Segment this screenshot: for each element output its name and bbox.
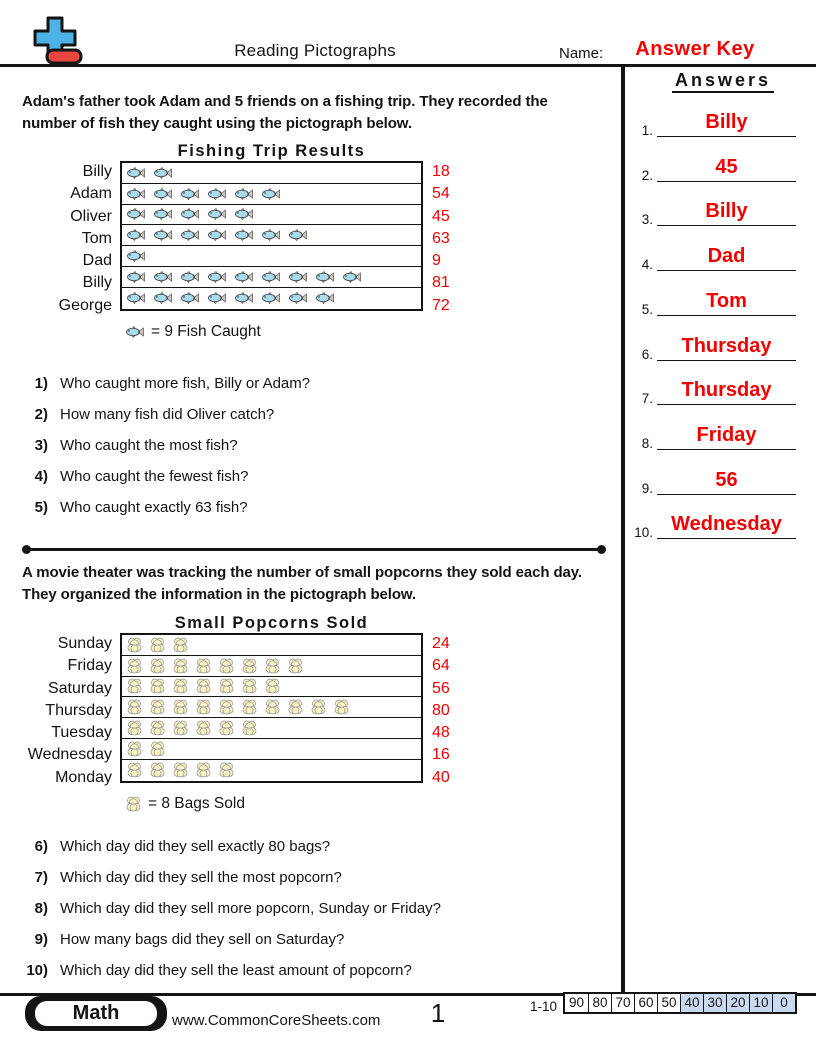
chart-title: Fishing Trip Results [177, 142, 366, 160]
popcorn-icon [127, 720, 142, 736]
question-number: 3) [34, 437, 48, 454]
chart-table [120, 161, 423, 311]
row-value: 80 [432, 701, 450, 719]
answer-item [628, 466, 812, 496]
fish-icon [127, 188, 145, 200]
popcorn-icon [150, 637, 165, 653]
question [22, 900, 441, 917]
fish-icon [181, 188, 199, 200]
row-label: Billy [82, 163, 112, 180]
row-value: 40 [432, 768, 450, 786]
row-value: 18 [432, 163, 450, 180]
fishing-pictograph [22, 142, 607, 347]
page-number: 1 [430, 998, 446, 1028]
answer-value: Wednesday [671, 513, 782, 536]
popcorn-pictograph [22, 614, 607, 819]
score-cell: 80 [588, 994, 611, 1012]
popcorn-icon [265, 658, 280, 674]
popcorn-icon [242, 678, 257, 694]
popcorn-icon [242, 658, 257, 674]
fish-icon [316, 292, 334, 304]
chart-legend [126, 323, 261, 341]
popcorn-icon [150, 678, 165, 694]
row-value: 48 [432, 724, 450, 742]
answer-number: 8. [641, 435, 653, 451]
fish-icon [127, 250, 145, 262]
question [22, 437, 238, 454]
question-number: 8) [34, 900, 48, 917]
row-label: Monday [55, 768, 112, 786]
question-number: 2) [34, 406, 48, 423]
fish-icon [208, 208, 226, 220]
popcorn-icon [219, 678, 234, 694]
fish-icon [262, 271, 280, 283]
fish-icon [262, 229, 280, 241]
row-label: Wednesday [27, 746, 112, 764]
answer-value: Thursday [681, 334, 772, 357]
fish-icon [235, 208, 253, 220]
chart-title: Small Popcorns Sold [174, 614, 369, 632]
row-label: Oliver [70, 207, 112, 225]
section-divider [25, 548, 603, 551]
answer-item [628, 197, 812, 227]
row-label: Adam [70, 185, 112, 203]
question-text: How many bags did they sell on Saturday? [60, 931, 345, 948]
question-number: 1) [34, 375, 48, 392]
pictograph-row [122, 739, 421, 760]
fish-icon [154, 188, 172, 200]
answer-number: 5. [641, 301, 653, 317]
question [22, 962, 412, 979]
legend-text: = 9 Fish Caught [151, 323, 261, 340]
popcorn-icon [150, 720, 165, 736]
popcorn-icon [127, 678, 142, 694]
answer-item [628, 287, 812, 317]
fish-icon [208, 271, 226, 283]
row-value: 54 [432, 185, 450, 203]
fish-icon [208, 229, 226, 241]
popcorn-icon [173, 678, 188, 694]
fish-icon [235, 292, 253, 304]
question [22, 406, 274, 423]
score-cell: 20 [726, 994, 749, 1012]
question-text: Which day did they sell the least amount of popcorn? [60, 962, 412, 979]
answer-value: Billy [705, 111, 748, 133]
fish-icon [127, 292, 145, 304]
pictograph-row [122, 718, 421, 739]
answer-item [628, 332, 812, 362]
question-text: Who caught the most fish? [60, 437, 238, 454]
fish-icon [181, 229, 199, 241]
score-table [563, 992, 797, 1014]
answer-number: 3. [641, 212, 653, 228]
header-rule [0, 64, 816, 67]
score-cell: 90 [568, 995, 585, 1010]
row-value: 45 [432, 207, 450, 225]
answer-value: Billy [705, 200, 748, 223]
row-label: Dad [82, 252, 112, 270]
fish-icon [181, 271, 199, 283]
pictograph-row [122, 760, 421, 781]
answer-value: 45 [715, 155, 738, 178]
answer-line [657, 404, 796, 405]
fish-icon [181, 292, 199, 304]
row-label: Friday [67, 657, 112, 675]
question-text: Which day did they sell more popcorn, Sunday or Friday? [60, 900, 442, 917]
chart-row-labels [22, 633, 112, 789]
fish-icon [343, 271, 361, 283]
answer-number: 6. [641, 346, 653, 362]
popcorn-icon [196, 678, 211, 694]
question [22, 838, 330, 855]
answer-line [657, 360, 796, 361]
chart-table [120, 633, 423, 783]
answer-value: Thursday [681, 379, 772, 402]
score-cell: 70 [611, 994, 634, 1012]
answer-value: Tom [706, 289, 747, 312]
popcorn-icon [127, 637, 142, 653]
popcorn-icon [150, 699, 165, 715]
fish-icon [289, 229, 307, 241]
popcorn-icon [127, 658, 142, 674]
answer-line [657, 136, 796, 137]
answer-item [628, 510, 812, 540]
name-label: Name: [559, 45, 604, 62]
fish-icon [154, 167, 172, 179]
pictograph-row [122, 288, 421, 309]
score-cell: 30 [703, 994, 726, 1012]
popcorn-icon [265, 678, 280, 694]
question [22, 931, 344, 948]
row-value: 63 [432, 229, 450, 247]
row-label: Sunday [57, 635, 112, 652]
answer-value: 56 [715, 468, 738, 491]
answer-number: 9. [641, 480, 653, 496]
fish-icon [127, 229, 145, 241]
row-value: 9 [432, 252, 441, 270]
pictograph-row [122, 267, 421, 288]
answer-line [657, 538, 796, 539]
answer-value: Friday [696, 423, 757, 446]
section2-intro: A movie theater was tracking the number of small popcorns they sold each day. They organized the information in the pictograph below. [22, 564, 582, 603]
popcorn-icon [127, 762, 142, 778]
fish-icon [235, 229, 253, 241]
answer-number: 7. [641, 391, 653, 407]
answers-divider-rule [621, 66, 625, 993]
score-range-label: 1-10 [529, 999, 557, 1014]
question [22, 468, 248, 485]
fish-icon [208, 188, 226, 200]
answer-number: 10. [634, 525, 653, 541]
chart-row-values [432, 161, 492, 317]
fish-icon [208, 292, 226, 304]
question-number: 5) [34, 499, 48, 516]
answer-item [628, 153, 812, 183]
question-number: 7) [34, 869, 48, 886]
fish-icon [154, 292, 172, 304]
fish-icon [127, 167, 145, 179]
answer-item [628, 242, 812, 272]
answer-key-label: Answer Key [635, 38, 755, 60]
website-url: www.CommonCoreSheets.com [172, 1012, 381, 1029]
question-number: 9) [34, 931, 48, 948]
answer-line [657, 315, 796, 316]
row-value: 24 [432, 635, 450, 652]
row-label: Tom [81, 229, 112, 247]
score-cell: 60 [634, 994, 657, 1012]
popcorn-icon [242, 699, 257, 715]
question [22, 499, 248, 516]
pictograph-row [122, 205, 421, 226]
popcorn-icon [150, 762, 165, 778]
fish-icon [154, 271, 172, 283]
score-cell: 0 [772, 994, 795, 1012]
popcorn-icon [173, 720, 188, 736]
row-value: 16 [432, 746, 450, 764]
fish-icon [262, 292, 280, 304]
answers-heading [640, 70, 806, 91]
popcorn-icon [196, 762, 211, 778]
question-text: Who caught the fewest fish? [60, 468, 249, 485]
subject-badge [25, 996, 167, 1031]
popcorn-icon [173, 658, 188, 674]
row-label: Thursday [45, 701, 112, 719]
fish-icon [127, 271, 145, 283]
popcorn-icon [173, 762, 188, 778]
question-number: 6) [34, 838, 48, 855]
row-label: George [58, 296, 112, 314]
fish-icon [126, 326, 144, 338]
popcorn-icon [334, 699, 349, 715]
answer-number: 1. [641, 123, 653, 138]
popcorn-icon [219, 762, 234, 778]
popcorn-icon [127, 699, 142, 715]
fish-icon [289, 292, 307, 304]
fish-icon [235, 188, 253, 200]
question-number: 4) [34, 468, 48, 485]
score-cell: 50 [657, 994, 680, 1012]
fish-icon [154, 208, 172, 220]
answer-value: Dad [707, 245, 746, 268]
subject-badge-label: Math [35, 1001, 157, 1026]
fish-icon [289, 271, 307, 283]
popcorn-icon [219, 699, 234, 715]
pictograph-row [122, 225, 421, 246]
answer-line [657, 449, 796, 450]
chart-row-values [432, 633, 492, 789]
popcorn-icon [219, 720, 234, 736]
row-value: 81 [432, 274, 450, 292]
answer-line [657, 270, 796, 271]
popcorn-icon [126, 796, 141, 812]
fish-icon [181, 208, 199, 220]
popcorn-icon [242, 720, 257, 736]
section1-intro: Adam's father took Adam and 5 friends on a fishing trip. They recorded the number of fish they caught using the pictograph below. [22, 93, 548, 132]
pictograph-row [122, 635, 421, 656]
popcorn-icon [127, 741, 142, 757]
question-number: 10) [26, 962, 48, 979]
pictograph-row [122, 163, 421, 184]
fish-icon [127, 208, 145, 220]
answer-item [628, 421, 812, 451]
answer-line [657, 225, 796, 226]
answers-heading-text: Answers [672, 70, 774, 93]
chart-legend [126, 795, 245, 813]
answer-line [657, 181, 796, 182]
row-label: Saturday [47, 679, 112, 697]
question-text: Which day did they sell exactly 80 bags? [60, 838, 331, 855]
page-title: Reading Pictographs [234, 41, 396, 60]
question-text: Who caught more fish, Billy or Adam? [60, 375, 311, 392]
fish-icon [235, 271, 253, 283]
row-value: 64 [432, 657, 450, 675]
row-label: Billy [82, 274, 112, 292]
row-value: 72 [432, 296, 450, 314]
question-text: Who caught exactly 63 fish? [60, 499, 248, 516]
pictograph-row [122, 697, 421, 718]
popcorn-icon [150, 658, 165, 674]
fish-icon [316, 271, 334, 283]
answer-item [628, 108, 812, 138]
popcorn-icon [265, 699, 280, 715]
popcorn-icon [219, 658, 234, 674]
answer-line [657, 494, 796, 495]
popcorn-icon [150, 741, 165, 757]
legend-text: = 8 Bags Sold [148, 795, 245, 812]
row-label: Tuesday [51, 724, 112, 742]
answer-number: 2. [641, 167, 653, 183]
fish-icon [262, 188, 280, 200]
pictograph-row [122, 184, 421, 205]
chart-row-labels [22, 161, 112, 317]
answer-number: 4. [641, 257, 653, 273]
popcorn-icon [173, 637, 188, 653]
popcorn-icon [196, 658, 211, 674]
pictograph-row [122, 246, 421, 267]
popcorn-icon [196, 720, 211, 736]
question-text: Which day did they sell the most popcorn? [60, 869, 342, 886]
answer-item [628, 376, 812, 406]
score-cell: 10 [749, 994, 772, 1012]
popcorn-icon [196, 699, 211, 715]
popcorn-icon [173, 699, 188, 715]
row-value: 56 [432, 679, 450, 697]
question [22, 869, 342, 886]
score-cell: 40 [680, 994, 703, 1012]
fish-icon [154, 229, 172, 241]
pictograph-row [122, 656, 421, 677]
popcorn-icon [288, 658, 303, 674]
question [22, 375, 310, 392]
popcorn-icon [311, 699, 326, 715]
question-text: How many fish did Oliver catch? [60, 406, 275, 423]
pictograph-row [122, 677, 421, 698]
popcorn-icon [288, 699, 303, 715]
